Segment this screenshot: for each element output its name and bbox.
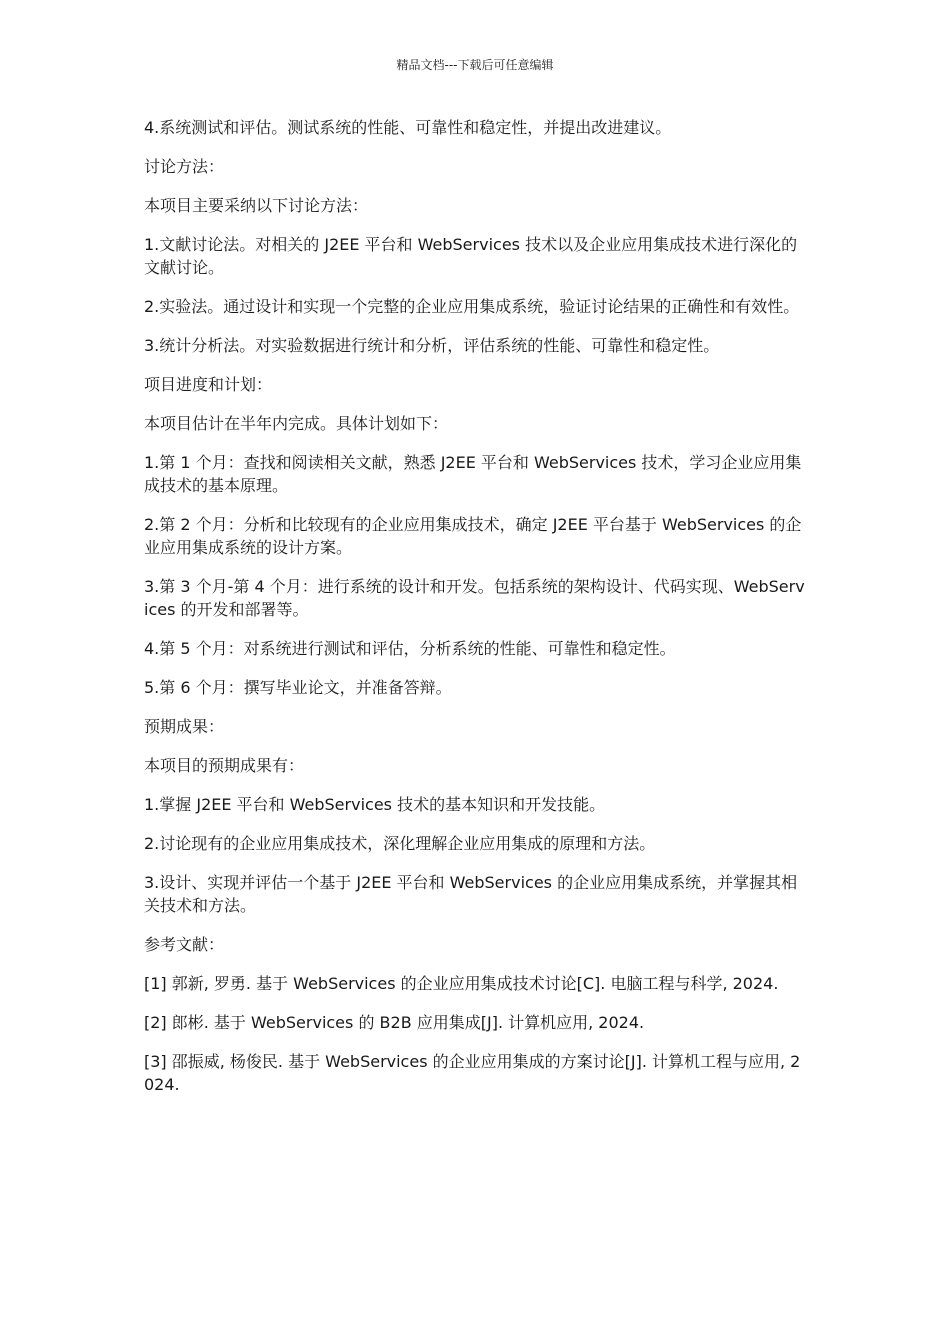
- paragraph-method-literature: 1.文献讨论法。对相关的 J2EE 平台和 WebServices 技术以及企业应用集成技术进行深化的文献讨论。: [144, 235, 798, 277]
- page-header: 精品文档---下载后可任意编辑: [396, 58, 554, 72]
- heading-discussion-methods: 讨论方法：: [144, 157, 225, 176]
- paragraph-schedule-month-6: 5.第 6 个月：撰写毕业论文，并准备答辩。: [144, 678, 452, 697]
- paragraph-result-3: 3.设计、实现并评估一个基于 J2EE 平台和 WebServices 的企业应用集成系统，并掌握其相关技术和方法。: [144, 873, 798, 915]
- paragraph-schedule-month-2: 2.第 2 个月：分析和比较现有的企业应用集成技术，确定 J2EE 平台基于 WebServices 的企业应用集成系统的设计方案。: [144, 515, 802, 557]
- document-body: [144, 116, 808, 1112]
- paragraph-results-intro: 本项目的预期成果有：: [144, 756, 305, 775]
- paragraph-schedule-month-5: 4.第 5 个月：对系统进行测试和评估，分析系统的性能、可靠性和稳定性。: [144, 639, 676, 658]
- paragraph-result-2: 2.讨论现有的企业应用集成技术，深化理解企业应用集成的原理和方法。: [144, 834, 656, 853]
- reference-item: [1] 郭新, 罗勇. 基于 WebServices 的企业应用集成技术讨论[C]. 电脑工程与科学, 2024.: [144, 974, 779, 993]
- paragraph-result-1: 1.掌握 J2EE 平台和 WebServices 技术的基本知识和开发技能。: [144, 795, 606, 814]
- heading-expected-results: 预期成果：: [144, 717, 225, 736]
- paragraph-methods-intro: 本项目主要采纳以下讨论方法：: [144, 196, 369, 215]
- paragraph-schedule-month-3-4: 3.第 3 个月-第 4 个月：进行系统的设计和开发。包括系统的架构设计、代码实现、WebServices 的开发和部署等。: [144, 577, 805, 619]
- reference-item: [2] 郎彬. 基于 WebServices 的 B2B 应用集成[J]. 计算机应用, 2024.: [144, 1013, 645, 1032]
- paragraph-testing-step: 4.系统测试和评估。测试系统的性能、可靠性和稳定性，并提出改进建议。: [144, 118, 672, 137]
- reference-item: [3] 邵振威, 杨俊民. 基于 WebServices 的企业应用集成的方案讨论[J]. 计算机工程与应用, 2024.: [144, 1052, 801, 1094]
- paragraph-method-statistics: 3.统计分析法。对实验数据进行统计和分析，评估系统的性能、可靠性和稳定性。: [144, 336, 720, 355]
- paragraph-method-experiment: 2.实验法。通过设计和实现一个完整的企业应用集成系统，验证讨论结果的正确性和有效性。: [144, 297, 800, 316]
- heading-references: 参考文献：: [144, 935, 225, 954]
- paragraph-schedule-month-1: 1.第 1 个月：查找和阅读相关文献，熟悉 J2EE 平台和 WebServices 技术，学习企业应用集成技术的基本原理。: [144, 453, 802, 495]
- heading-schedule: 项目进度和计划：: [144, 375, 273, 394]
- paragraph-schedule-intro: 本项目估计在半年内完成。具体计划如下：: [144, 414, 449, 433]
